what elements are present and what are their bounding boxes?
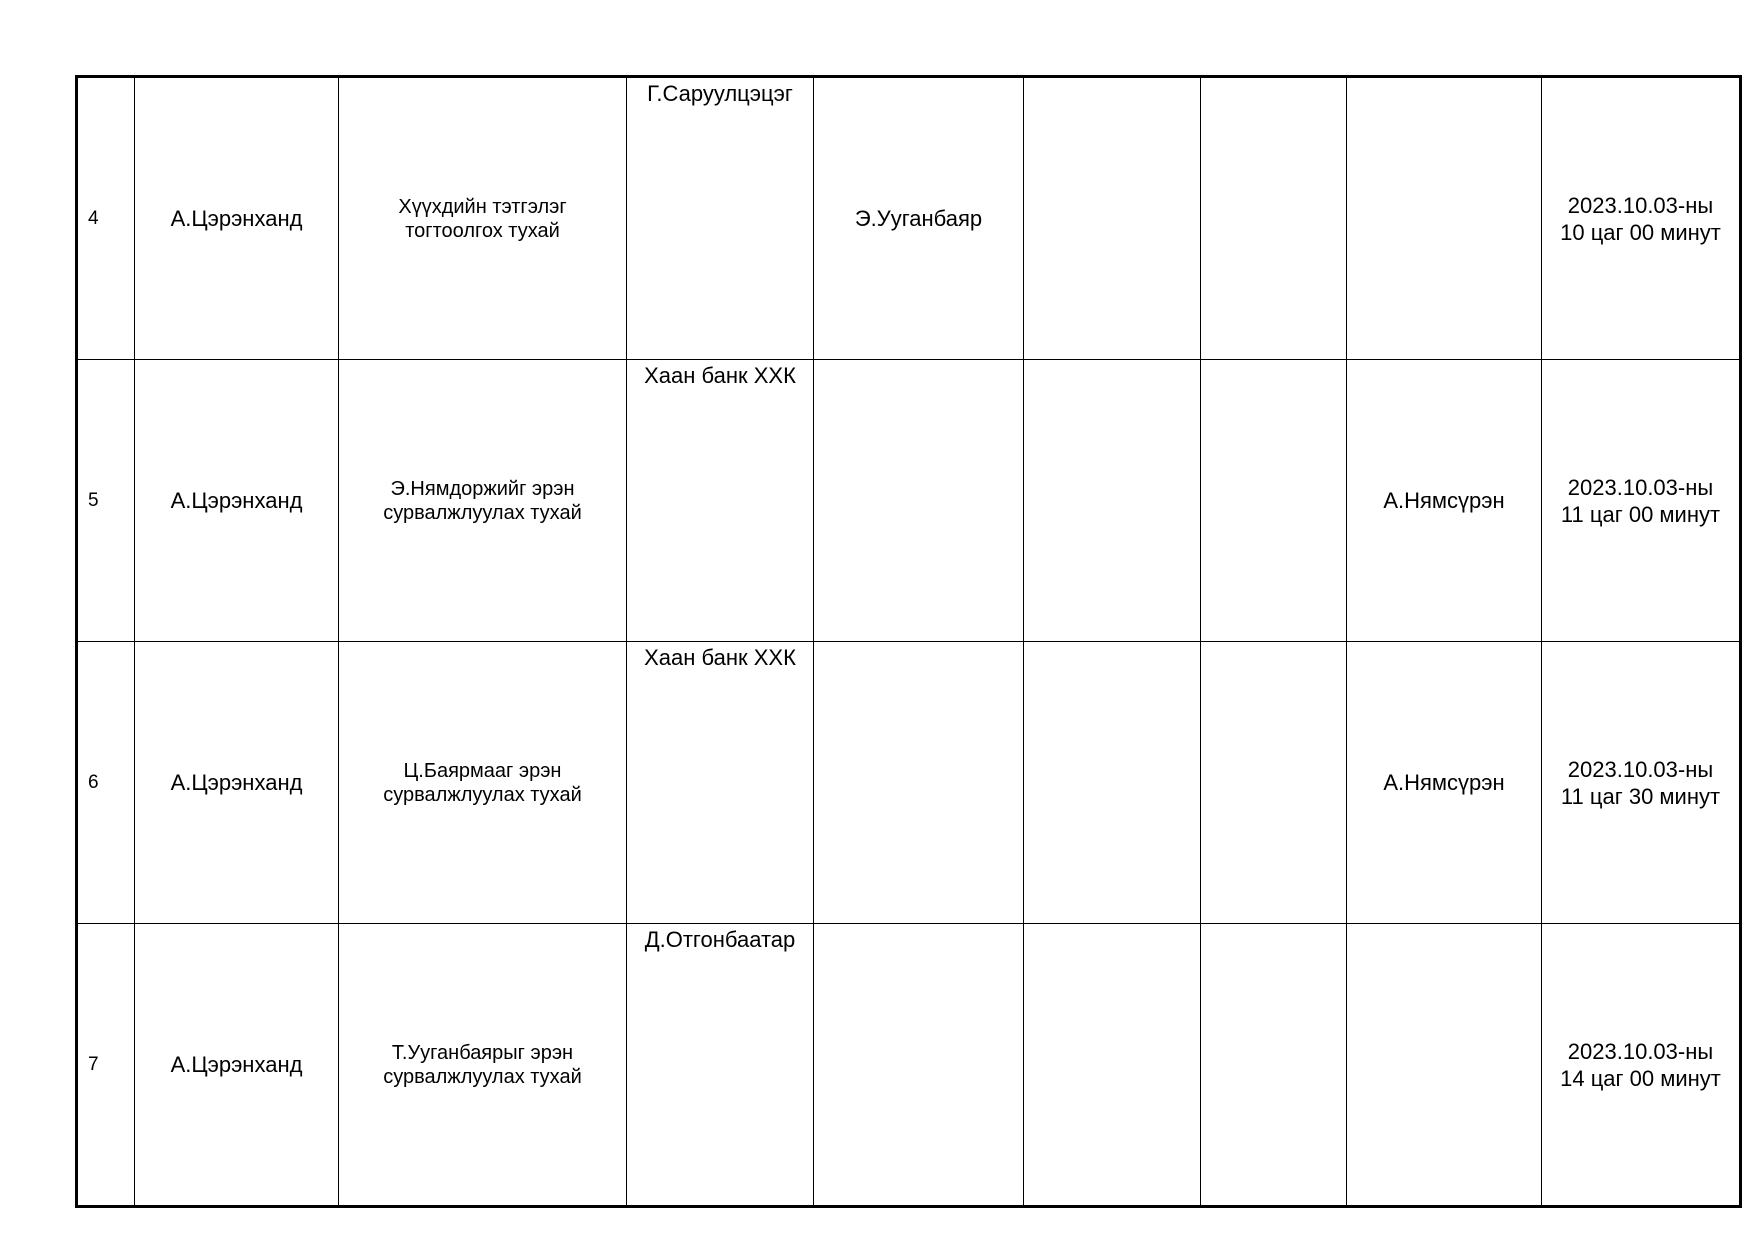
empty-cell (1201, 924, 1347, 1207)
datetime-cell (1542, 77, 1741, 360)
case-topic-cell (339, 924, 627, 1207)
participant-cell (814, 360, 1024, 642)
representative-cell: А.Нямсүрэн (1347, 360, 1542, 642)
time-line: 11 цаг 00 минут (1560, 501, 1721, 527)
table-row (77, 642, 1741, 924)
date-line: 2023.10.03-ны (1567, 1038, 1714, 1064)
representative-cell (1347, 77, 1542, 360)
time-line: 11 цаг 30 минут (1560, 783, 1721, 809)
date-line: 2023.10.03-ны (1567, 474, 1714, 500)
party-cell: Хаан банк ХХК (627, 642, 814, 924)
case-topic-line: сурвалжлуулах тухай (383, 1065, 582, 1088)
case-topic-line: сурвалжлуулах тухай (383, 501, 582, 524)
participant-cell (814, 924, 1024, 1207)
table-row (77, 360, 1741, 642)
judge-cell: А.Цэрэнханд (135, 642, 339, 924)
time-line: 10 цаг 00 минут (1560, 219, 1721, 245)
participant-cell: Э.Ууганбаяр (814, 77, 1024, 360)
empty-cell (1024, 77, 1201, 360)
party-cell: Хаан банк ХХК (627, 360, 814, 642)
empty-cell (1201, 642, 1347, 924)
representative-cell (1347, 924, 1542, 1207)
representative-cell: А.Нямсүрэн (1347, 642, 1542, 924)
datetime-cell (1542, 642, 1741, 924)
case-topic-cell (339, 642, 627, 924)
judge-cell: А.Цэрэнханд (135, 360, 339, 642)
time-line: 14 цаг 00 минут (1560, 1065, 1721, 1091)
table-row (77, 924, 1741, 1207)
case-topic-line: Э.Нямдоржийг эрэн (390, 477, 575, 500)
case-topic-line: Хүүхдийн тэтгэлэг (398, 195, 567, 218)
empty-cell (1201, 360, 1347, 642)
party-cell: Г.Саруулцэцэг (627, 77, 814, 360)
case-topic-cell (339, 360, 627, 642)
participant-cell (814, 642, 1024, 924)
judge-cell: А.Цэрэнханд (135, 77, 339, 360)
row-number: 4 (77, 77, 135, 360)
case-topic-line: сурвалжлуулах тухай (383, 783, 582, 806)
empty-cell (1024, 360, 1201, 642)
case-topic-cell (339, 77, 627, 360)
datetime-cell (1542, 924, 1741, 1207)
empty-cell (1201, 77, 1347, 360)
empty-cell (1024, 642, 1201, 924)
case-topic-line: тогтоолгох тухай (405, 219, 560, 242)
judge-cell: А.Цэрэнханд (135, 924, 339, 1207)
date-line: 2023.10.03-ны (1567, 756, 1714, 782)
date-line: 2023.10.03-ны (1567, 192, 1714, 218)
schedule-table (75, 75, 1742, 1208)
row-number: 5 (77, 360, 135, 642)
table-row (77, 77, 1741, 360)
empty-cell (1024, 924, 1201, 1207)
row-number: 7 (77, 924, 135, 1207)
row-number: 6 (77, 642, 135, 924)
party-cell: Д.Отгонбаатар (627, 924, 814, 1207)
datetime-cell (1542, 360, 1741, 642)
case-topic-line: Т.Ууганбаярыг эрэн (391, 1041, 574, 1064)
case-topic-line: Ц.Баярмааг эрэн (403, 759, 562, 782)
